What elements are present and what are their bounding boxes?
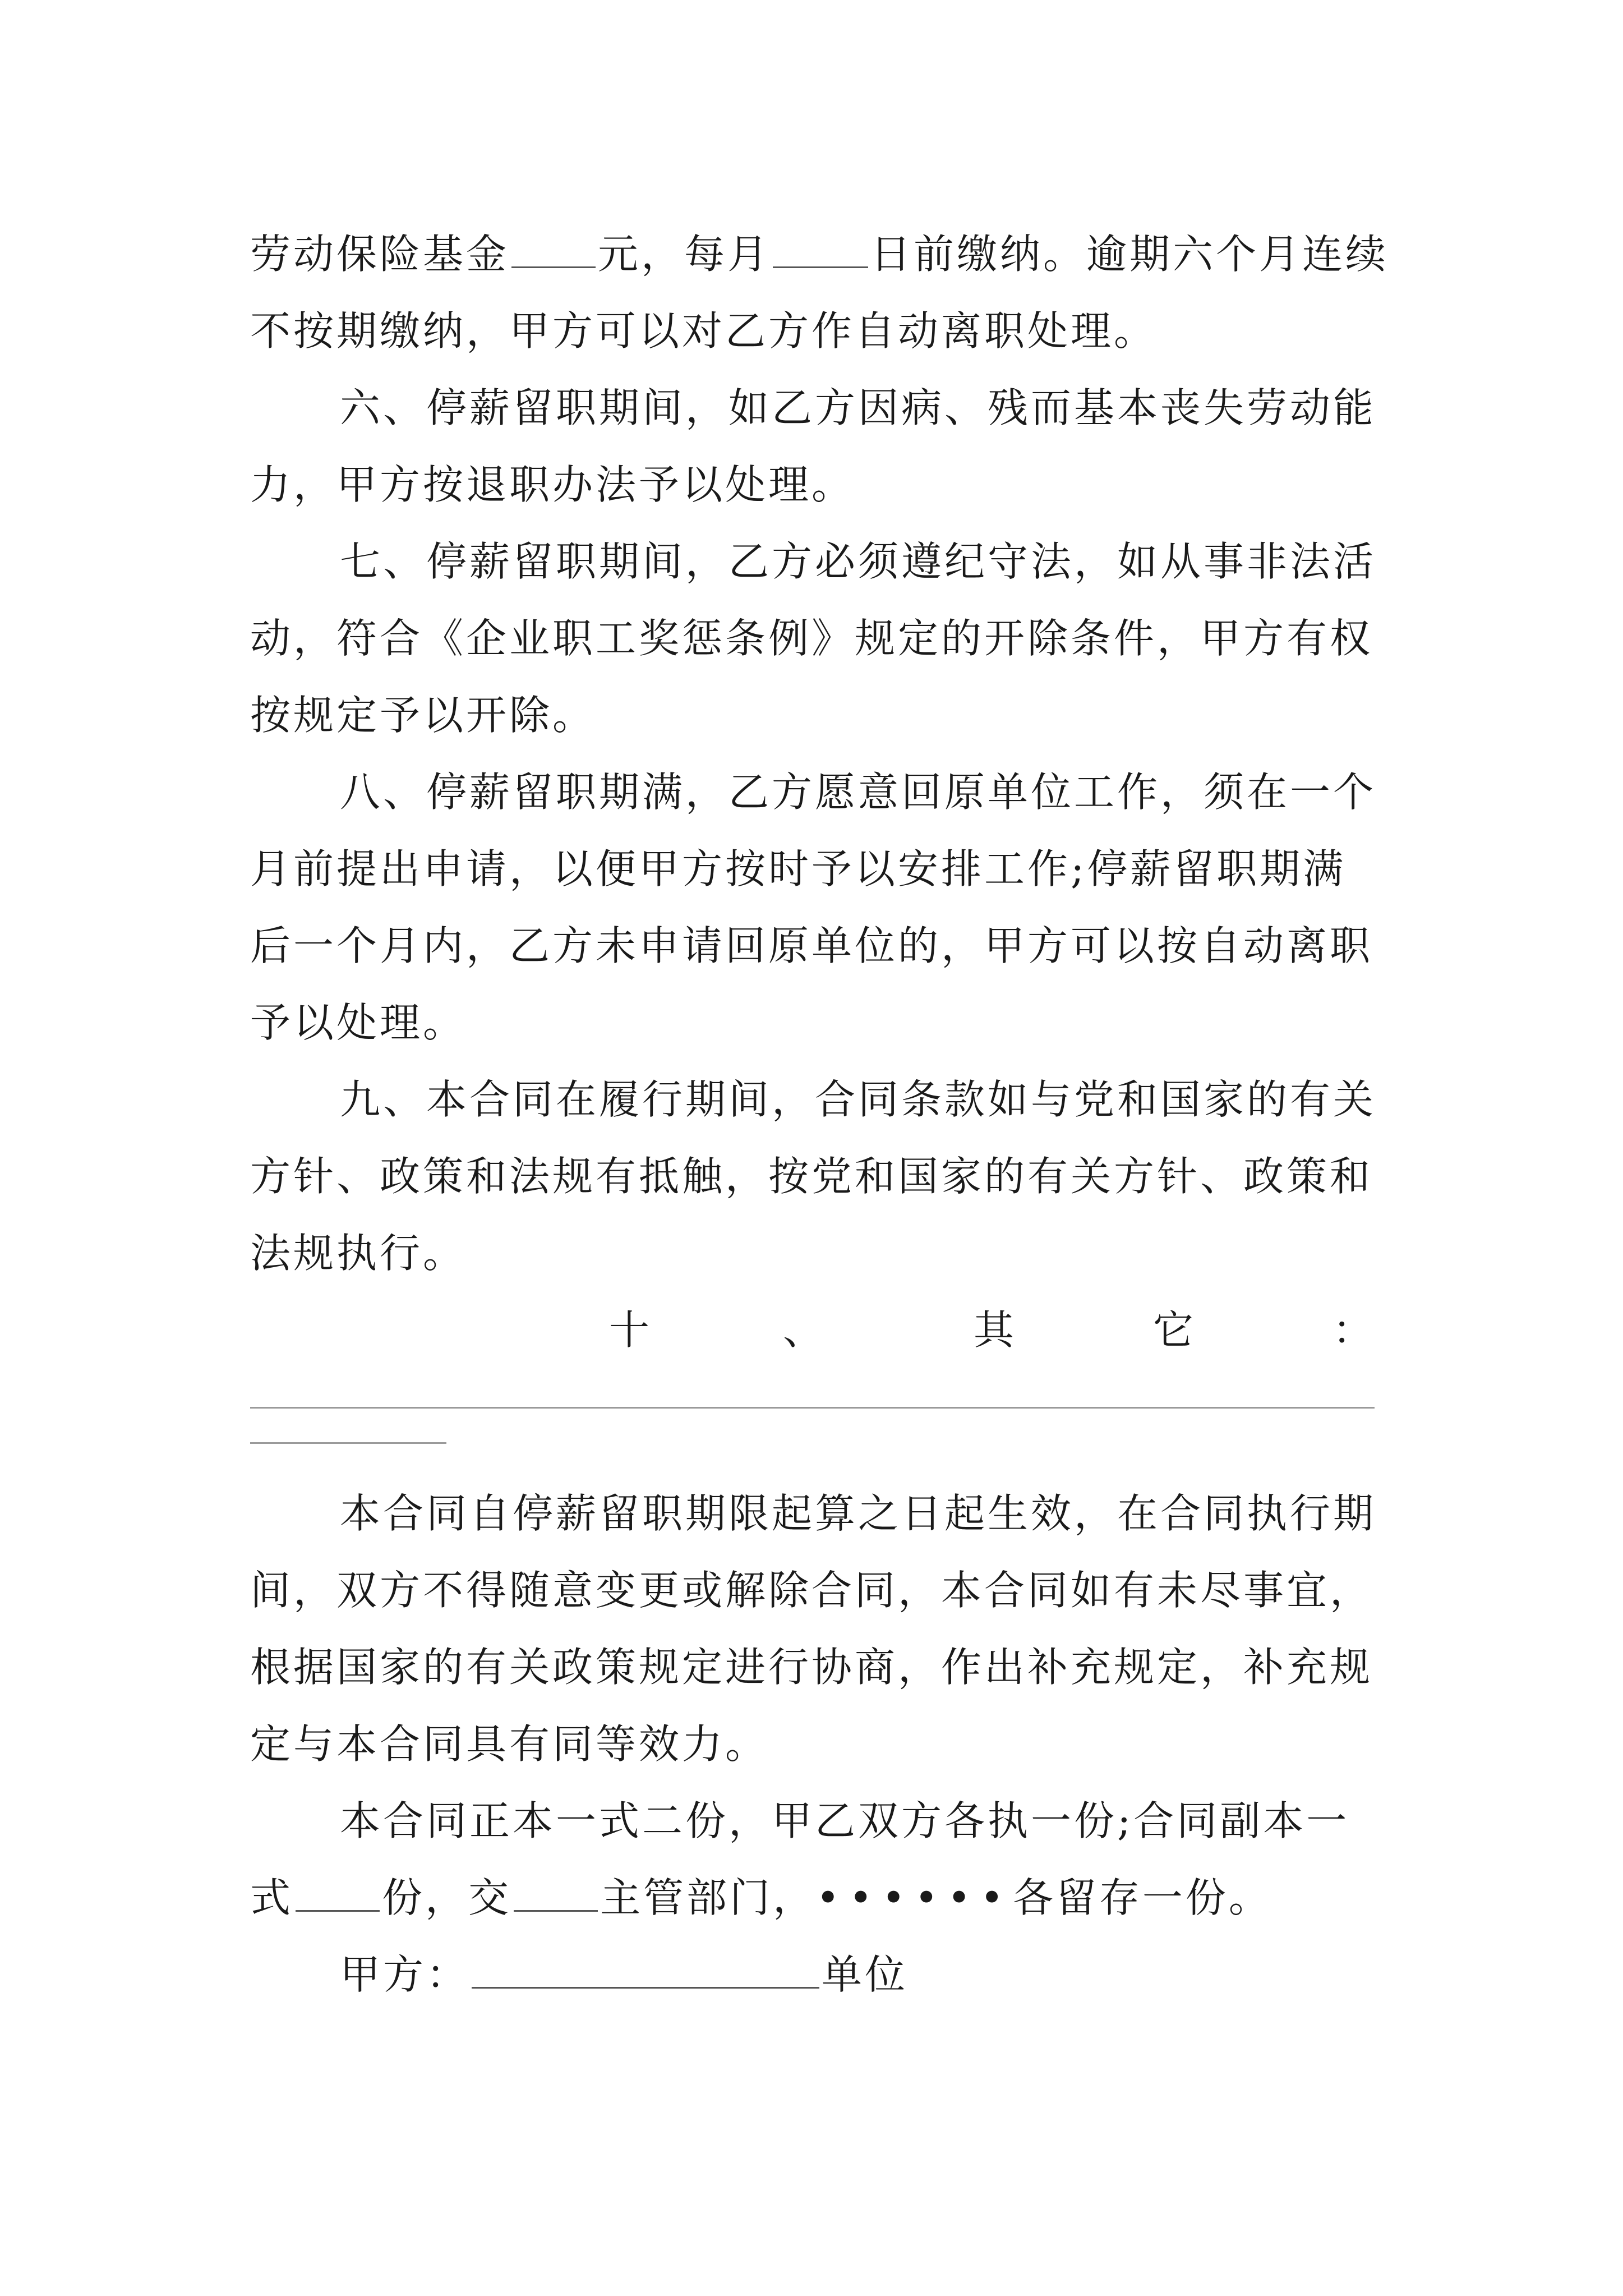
effect-para-line-2: 间，双方不得随意变更或解除合同，本合同如有未尽事宜， — [250, 1567, 1373, 1614]
heading-char: 十 — [609, 1306, 650, 1354]
blank-field — [296, 1903, 380, 1912]
clause-8-line-4: 予以处理。 — [250, 999, 467, 1046]
party-a-label: 甲方： — [340, 1951, 470, 1998]
clause-7-line-1: 七、停薪留职期间，乙方必须遵纪守法，如从事非法活 — [340, 538, 1377, 585]
text-segment: 份，交 — [382, 1874, 512, 1921]
text-segment: 主管部门， — [600, 1874, 817, 1921]
fill-in-line — [250, 1442, 446, 1444]
clause-8-line-1: 八、停薪留职期满，乙方愿意回原单位工作，须在一个 — [340, 769, 1377, 816]
text-segment: 日前缴纳。逾期六个月连续 — [870, 231, 1389, 278]
fill-in-line — [250, 1407, 1375, 1409]
copies-para-line-1: 本合同正本一式二份，甲乙双方各执一份;合同副本一 — [340, 1797, 1350, 1844]
blank-field — [773, 260, 868, 268]
ellipsis-dots: •••••• — [816, 1874, 1013, 1921]
copies-para-line-2 — [250, 1860, 1394, 1936]
clause-9-line-2: 方针、政策和法规有抵触，按党和国家的有关方针、政策和 — [250, 1153, 1373, 1200]
clause-10-heading — [250, 1292, 1394, 1369]
heading-char: ： — [1332, 1306, 1373, 1354]
effect-para-line-4: 定与本合同具有同等效力。 — [250, 1720, 769, 1768]
party-a-blank — [472, 1980, 819, 1989]
effect-para-line-1: 本合同自停薪留职期限起算之日起生效，在合同执行期 — [340, 1490, 1377, 1537]
party-a-signature-line — [250, 1936, 1394, 2013]
heading-char: 、 — [783, 1306, 824, 1354]
clause-6-line-2: 力，甲方按退职办法予以处理。 — [250, 461, 855, 508]
clause-6-line-1: 六、停薪留职期间，如乙方因病、残而基本丧失劳动能 — [340, 384, 1377, 431]
clause-9-line-3: 法规执行。 — [250, 1230, 467, 1277]
text-segment: 式 — [250, 1874, 294, 1921]
unit-label: 单位 — [822, 1951, 909, 1998]
text-line-2: 不按期缴纳，甲方可以对乙方作自动离职处理。 — [250, 307, 1158, 355]
blank-field — [511, 260, 596, 268]
blank-field — [514, 1903, 598, 1912]
clause-7-line-3: 按规定予以开除。 — [250, 692, 596, 739]
clause-8-line-2: 月前提出申请，以便甲方按时予以安排工作;停薪留职期满 — [250, 845, 1347, 892]
text-segment: 各留存一份。 — [1012, 1874, 1272, 1921]
clause-7-line-2: 动，符合《企业职工奖惩条例》规定的开除条件，甲方有权 — [250, 615, 1373, 662]
heading-char: 它 — [1153, 1306, 1194, 1354]
text-segment: 元，每月 — [598, 231, 771, 278]
clause-8-line-3: 后一个月内，乙方未申请回原单位的，甲方可以按自动离职 — [250, 922, 1373, 969]
document-body — [250, 216, 1394, 2013]
text-segment: 劳动保险基金 — [250, 231, 510, 278]
heading-char: 其 — [974, 1306, 1015, 1354]
effect-para-line-3: 根据国家的有关政策规定进行协商，作出补充规定，补充规 — [250, 1644, 1373, 1691]
text-line-1 — [250, 216, 1394, 293]
clause-9-line-1: 九、本合同在履行期间，合同条款如与党和国家的有关 — [340, 1076, 1377, 1123]
